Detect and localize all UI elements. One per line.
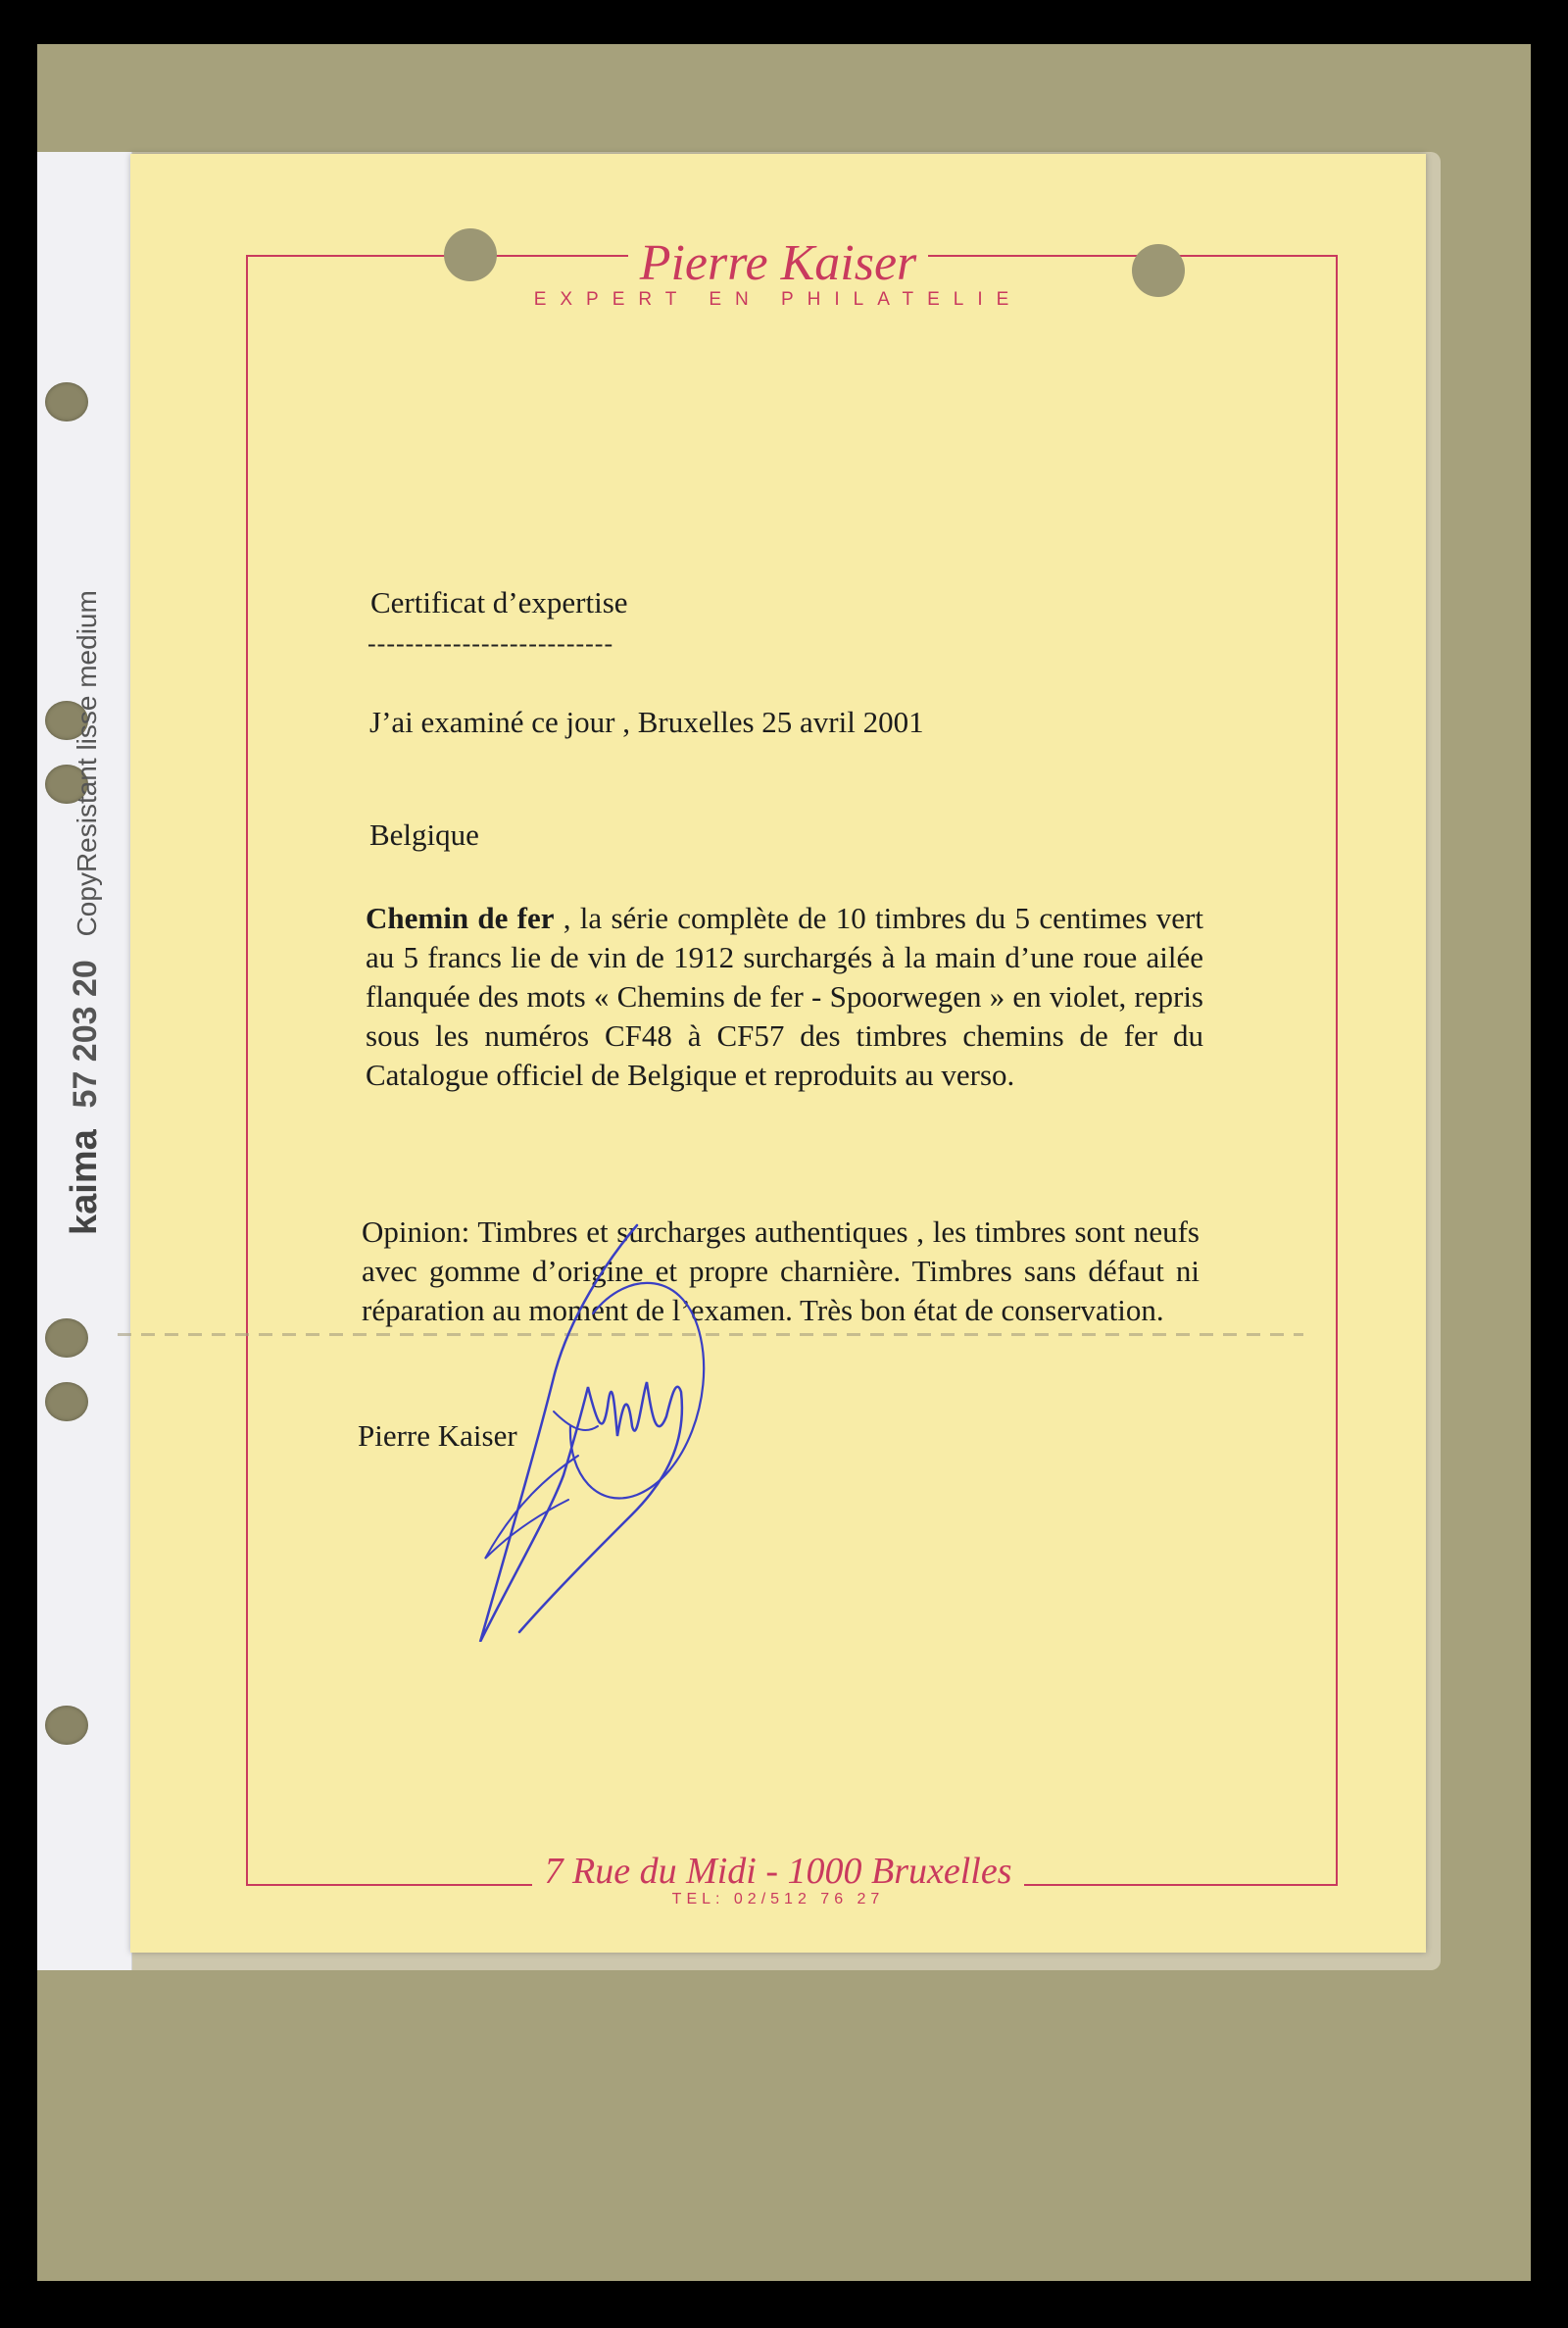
binder-hole [45,1382,88,1421]
letterhead-name: Pierre Kaiser [130,234,1426,292]
description-paragraph [366,899,1203,1095]
product-name: CopyResistant lisse medium [72,590,102,937]
binder-hole [45,1706,88,1745]
signatory-name: Pierre Kaiser [358,1418,517,1453]
certificate-sheet [130,154,1426,1953]
description-text: , la série complète de 10 timbres du 5 centimes vert au 5 francs lie de vin de 1912 surchargés à la main d’une roue ailée flanquée des mots « Chemins de fer - Spoorwegen » en violet, repris sous les numéros CF48 à CF57 des timbres chemins de fer du Catalogue officiel de Belgique et reproduits au verso. [366,901,1203,1092]
certificate-title: Certificat d’expertise [370,585,628,619]
letterhead-telephone: TEL: 02/512 76 27 [671,1891,885,1907]
country-line: Belgique [369,817,479,852]
description-subject: Chemin de fer [366,901,555,935]
letterhead-address: 7 Rue du Midi - 1000 Bruxelles [130,1850,1426,1893]
handwritten-signature [461,1181,813,1642]
brand-logo: kaima [64,1129,105,1235]
opinion-paragraph: Opinion: Timbres et surcharges authentiques , les timbres sont neufs avec gomme d’origine et propre charnière. Timbres sans défaut ni réparation au moment de l’examen. Très bon état de conservation. [362,1214,1200,1327]
product-code: 57 203 20 [67,960,104,1109]
title-underline: -------------------------- [368,629,614,658]
sleeve-brand-label [64,590,106,1235]
binder-hole [45,1318,88,1358]
examination-line: J’ai examiné ce jour , Bruxelles 25 avril 2001 [369,705,924,739]
letterhead-subtitle: EXPERT EN PHILATELIE [533,289,1023,310]
binder-hole [45,382,88,421]
